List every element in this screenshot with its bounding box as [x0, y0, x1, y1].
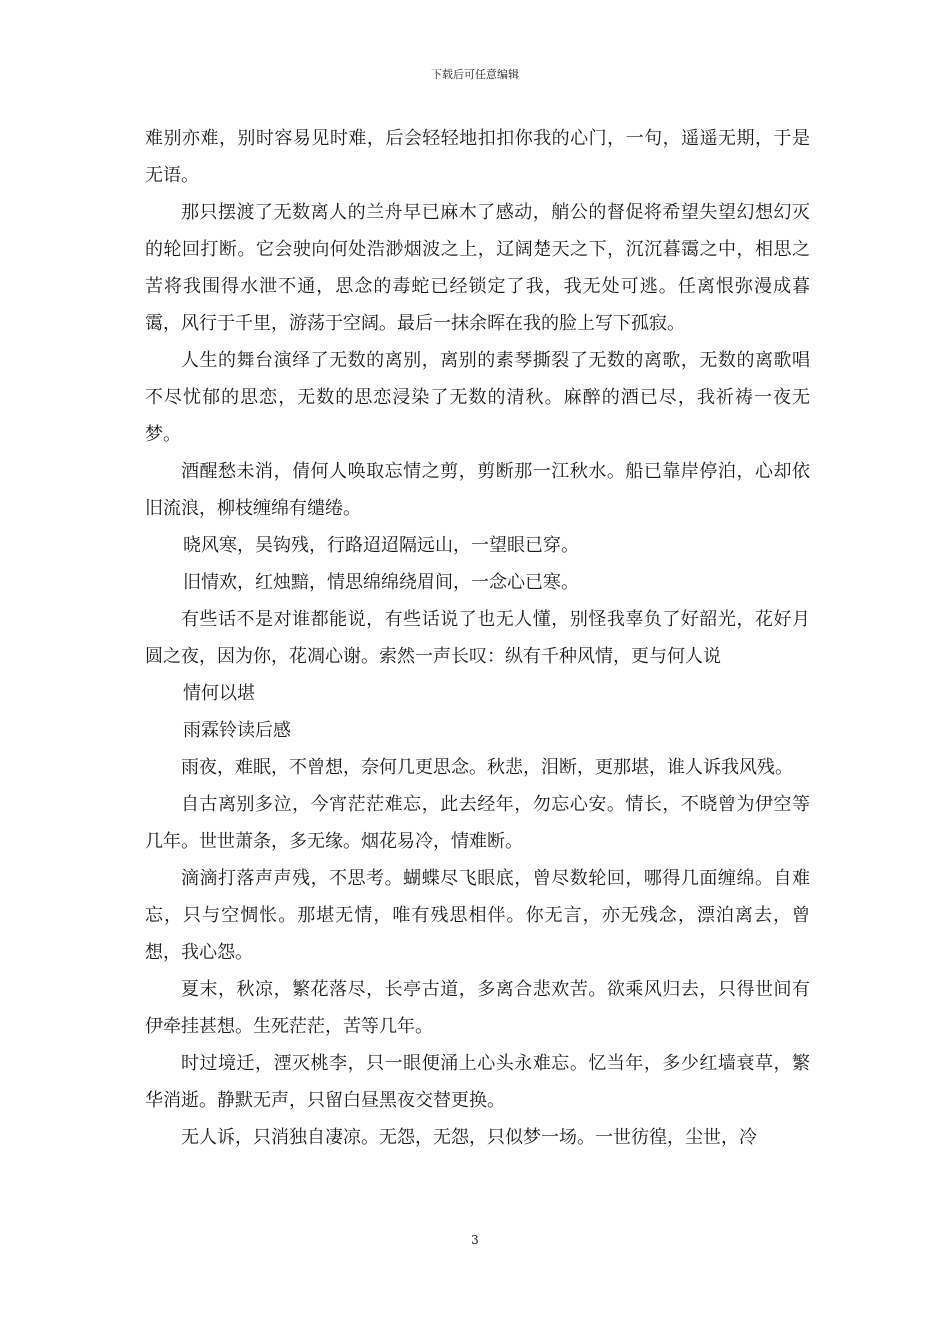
paragraph: 酒醒愁未消，倩何人唤取忘情之剪，剪断那一江秋水。船已靠岸停泊，心却依旧流浪，柳枝缠绵有缱绻。 — [145, 461, 810, 519]
paragraph: 夏末，秋凉，繁花落尽，长亭古道，多离合悲欢苦。欲乘风归去，只得世间有伊牵挂甚想。生死茫茫，苦等几年。 — [145, 979, 810, 1037]
paragraph: 有些话不是对谁都能说，有些话说了也无人懂，别怪我辜负了好韶光，花好月圆之夜，因为你，花凋心谢。索然一声长叹：纵有千种风情，更与何人说 — [145, 609, 810, 667]
paragraph: 旧情欢，红烛黯，情思绵绵绕眉间，一念心已寒。 — [183, 572, 579, 593]
section-heading: 情何以堪 — [183, 683, 255, 704]
paragraph: 时过境迁，湮灭桃李，只一眼便涌上心头永难忘。忆当年，多少红墙衰草，繁华消逝。静默无声，只留白昼黑夜交替更换。 — [145, 1053, 810, 1111]
document-body — [145, 120, 810, 1156]
page-header: 下载后可任意编辑 — [431, 68, 519, 81]
page-number: 3 — [471, 1233, 479, 1247]
paragraph: 那只摆渡了无数离人的兰舟早已麻木了感动，艄公的督促将希望失望幻想幻灭的轮回打断。它会驶向何处浩渺烟波之上，辽阔楚天之下，沉沉暮霭之中，相思之苦将我围得水泄不通，思念的毒蛇已经锁定了我，我无处可逃。任离恨弥漫成暮霭，风行于千里，游荡于空阔。最后一抹余晖在我的脸上写下孤寂。 — [145, 202, 810, 334]
section-title: 雨霖铃读后感 — [183, 720, 291, 741]
paragraph: 自古离别多泣，今宵茫茫难忘，此去经年，勿忘心安。情长，不晓曾为伊空等几年。世世萧条，多无缘。烟花易冷，情难断。 — [145, 794, 810, 852]
paragraph: 晓风寒，吴钩残，行路迢迢隔远山，一望眼已穿。 — [183, 535, 579, 556]
paragraph: 难别亦难，别时容易见时难，后会轻轻地扣扣你我的心门，一句，遥遥无期，于是无语。 — [145, 128, 810, 186]
paragraph: 滴滴打落声声残，不思考。蝴蝶尽飞眼底，曾尽数轮回，哪得几面缠绵。自难忘，只与空惆怅。那堪无情，唯有残思相伴。你无言，亦无残念，漂泊离去，曾想，我心怨。 — [145, 868, 810, 963]
paragraph: 人生的舞台演绎了无数的离别，离别的素琴撕裂了无数的离歌，无数的离歌唱不尽忧郁的思恋，无数的思恋浸染了无数的清秋。麻醉的酒已尽，我祈祷一夜无梦。 — [145, 350, 810, 445]
paragraph: 无人诉，只消独自凄凉。无怨，无怨，只似梦一场。一世彷徨，尘世，冷 — [181, 1127, 757, 1148]
paragraph: 雨夜，难眠，不曾想，奈何几更思念。秋悲，泪断，更那堪，谁人诉我风残。 — [181, 757, 793, 778]
